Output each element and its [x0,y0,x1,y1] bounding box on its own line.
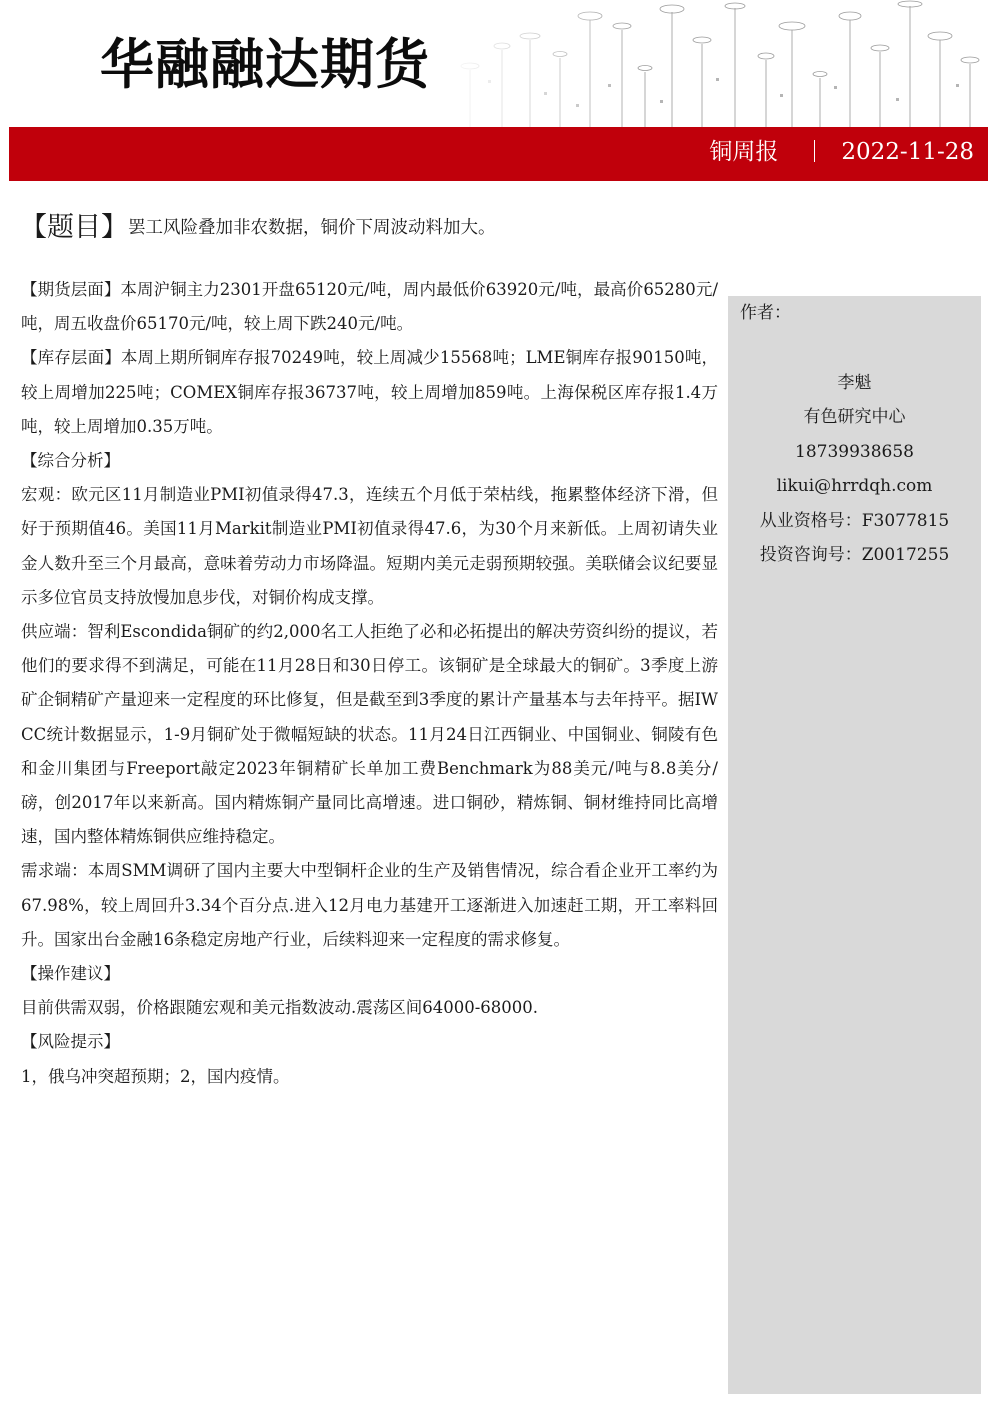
headline-tag: 【题目】 [20,212,128,243]
banner-text [709,137,974,167]
supply-paragraph: 供应端：智利Escondida铜矿的约2,000名工人拒绝了必和必拓提出的解决劳资纠纷的提议，若他们的要求得不到满足，可能在11月28日和30日停工。该铜矿是全球最大的铜矿。3季度上游矿企铜精矿产量迎来一定程度的环比修复，但是截至到3季度的累计产量基本与去年持平。据IWCC统计数据显示，1-9月铜矿处于微幅短缺的状态。11月24日江西铜业、中国铜业、铜陵有色和金川集团与Freeport敲定2023年铜精矿长单加工费Benchmark为88美元/吨与8.8美分/磅，创2017年以来新高。国内精炼铜产量同比高增速。进口铜砂，精炼铜、铜材维持同比高增速，国内整体精炼铜供应维持稳定。 [21,622,718,847]
inventory-section [21,341,718,444]
inventory-text: 本周上期所铜库存报70249吨，较上周减少15568吨；LME铜库存报90150吨，较上周增加225吨；COMEX铜库存报36737吨，较上周增加859吨。上海保税区库存报1.4万吨，较上周增加0.35万吨。 [21,348,718,436]
macro-paragraph: 宏观：欧元区11月制造业PMI初值录得47.3，连续五个月低于荣枯线，拖累整体经济下滑，但好于预期值46。美国11月Markit制造业PMI初值录得47.6，为30个月来新低。上周初请失业金人数升至三个月最高，意味着劳动力市场降温。短期内美元走弱预期较强。美联储会议纪要显示多位官员支持放慢加息步伐，对铜价构成支撑。 [21,485,718,607]
demand-paragraph: 需求端：本周SMM调研了国内主要大中型铜杆企业的生产及销售情况，综合看企业开工率约为67.98%，较上周回升3.34个百分点.进入12月电力基建开工逐渐进入加速赶工期，开工率料回升。国家出台金融16条稳定房地产行业，后续料迎来一定程度的需求修复。 [21,861,718,949]
author-phone: 18739938658 [795,441,914,462]
company-logo: 华融融达期货 [100,33,430,96]
futures-section [21,273,718,341]
banner-divider [814,140,815,162]
report-type: 铜周报 [709,139,779,165]
report-headline [20,210,496,246]
advice-text: 目前供需双弱，价格跟随宏观和美元指数波动.震荡区间64000-68000. [21,998,539,1018]
report-body [21,273,718,1094]
author-department: 有色研究中心 [803,407,906,428]
futures-heading: 【期货层面】 [21,280,121,299]
author-consulting: 投资咨询号：Z0017255 [759,545,950,566]
risk-text: 1，俄乌冲突超预期；2，国内疫情。 [21,1066,290,1086]
author-name: 李魁 [837,373,872,393]
analysis-heading: 【综合分析】 [21,451,120,471]
header-banner [9,127,988,181]
author-info [728,366,981,572]
author-email: likui@hrrdqh.com [776,476,933,497]
author-sidebar [728,296,981,1394]
risk-heading: 【风险提示】 [21,1032,120,1052]
inventory-heading: 【库存层面】 [21,348,121,368]
headline-text: 罢工风险叠加非农数据，铜价下周波动料加大。 [128,218,496,238]
decorative-header-graphic [440,0,992,128]
advice-heading: 【操作建议】 [21,964,120,984]
futures-text: 本周沪铜主力2301开盘65120元/吨，周内最低价63920元/吨，最高价65280元/吨，周五收盘价65170元/吨，较上周下跌240元/吨。 [21,280,718,334]
author-qualification: 从业资格号：F3077815 [759,510,950,531]
author-label: 作者： [740,303,791,323]
report-date: 2022-11-28 [841,139,974,165]
